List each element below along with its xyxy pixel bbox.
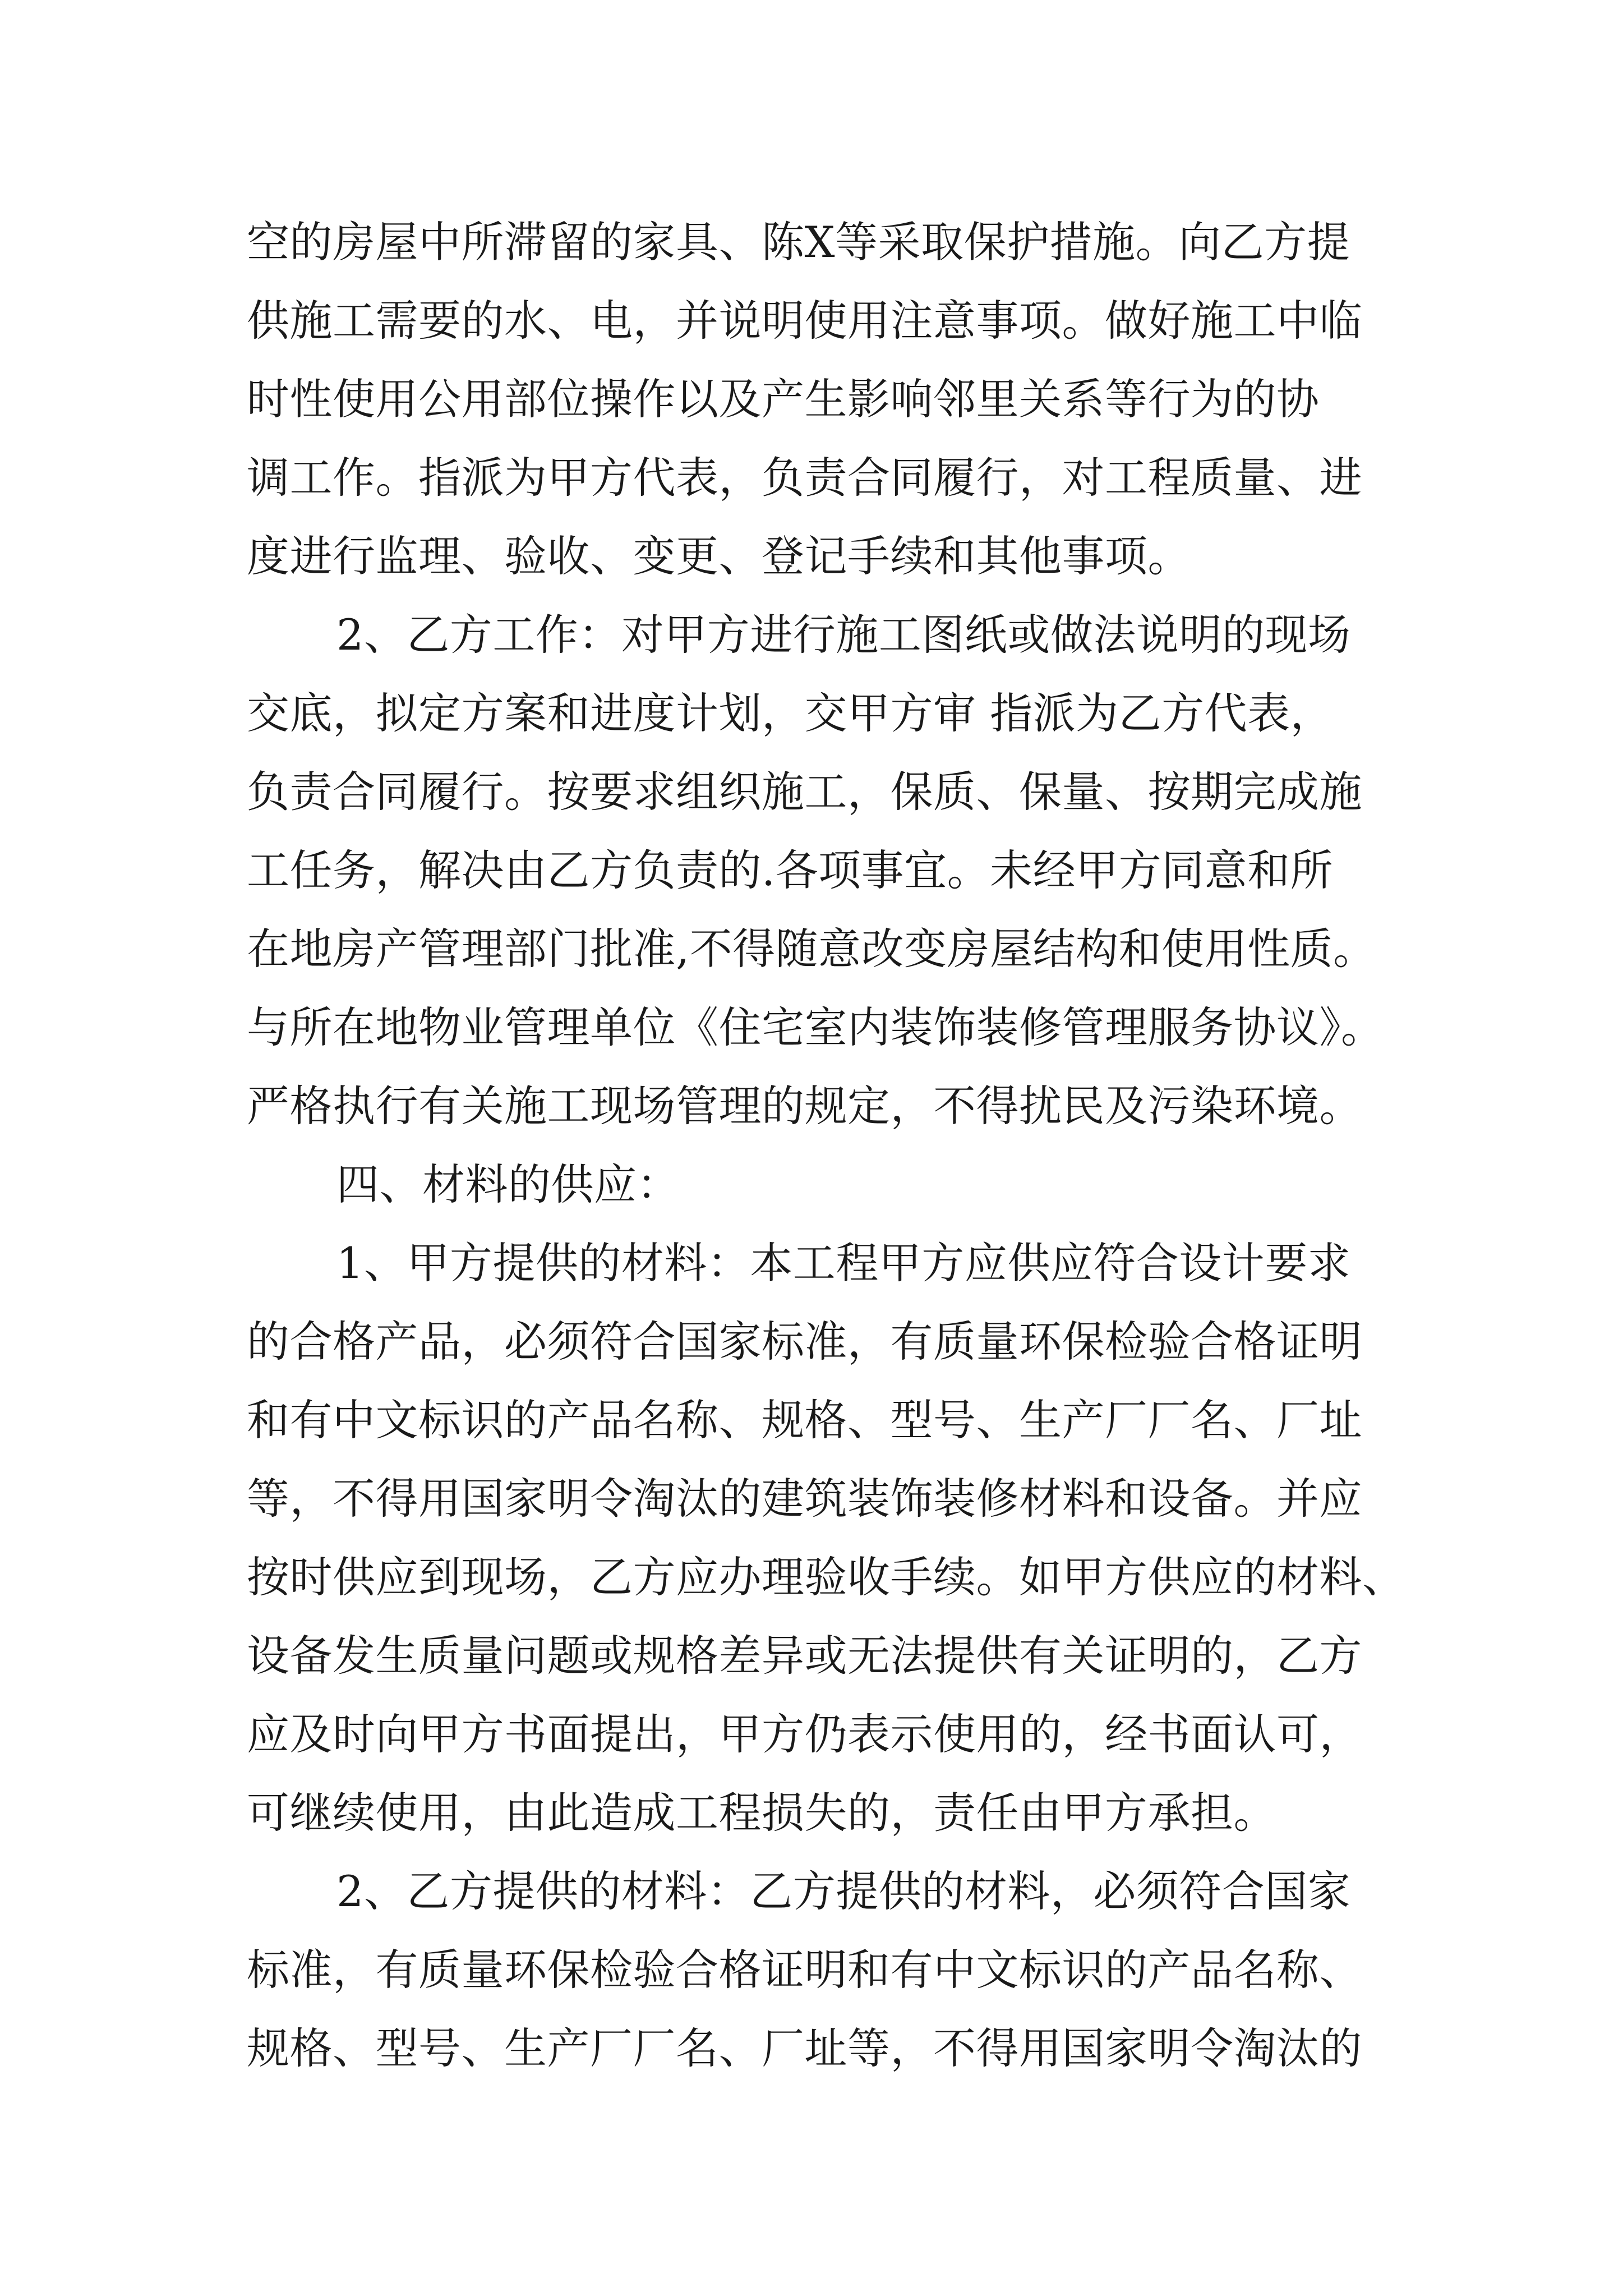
text-line: 与所在地物业管理单位《住宅室内装饰装修管理服务协议》。 [247,1002,1384,1052]
text-line: 的合格产品，必须符合国家标准，有质量环保检验合格证明 [247,1317,1362,1366]
text-line: 等，不得用国家明令淘汰的建筑装饰装修材料和设备。并应 [247,1474,1362,1524]
text-line: 空的房屋中所滞留的家具、陈X等采取保护措施。向乙方提 [247,217,1350,267]
paragraph-start-line: 2、乙方工作：对甲方进行施工图纸或做法说明的现场 [336,610,1351,660]
text-line: 时性使用公用部位操作以及产生影响邻里关系等行为的协 [247,374,1320,424]
text-line: 负责合同履行。按要求组织施工，保质、保量、按期完成施 [247,767,1362,817]
text-line: 供施工需要的水、电，并说明使用注意事项。做好施工中临 [247,296,1362,346]
text-line: 调工作。指派为甲方代表，负责合同履行，对工程质量、进 [247,453,1362,503]
text-line: 交底，拟定方案和进度计划，交甲方审 指派为乙方代表， [247,688,1334,738]
text-line: 严格执行有关施工现场管理的规定，不得扰民及污染环境。 [247,1081,1362,1131]
text-line: 度进行监理、验收、变更、登记手续和其他事项。 [247,531,1191,581]
section-heading: 四、材料的供应： [336,1159,680,1209]
text-line: 工任务，解决由乙方负责的.各项事宜。未经甲方同意和所 [247,845,1334,895]
paragraph-start-line: 2、乙方提供的材料：乙方提供的材料，必须符合国家 [336,1866,1351,1916]
text-line: 在地房产管理部门批准,不得随意改变房屋结构和使用性质。 [247,924,1376,974]
text-line: 标准，有质量环保检验合格证明和有中文标识的产品名称、 [247,1945,1362,1995]
text-line: 按时供应到现场，乙方应办理验收手续。如甲方供应的材料、 [247,1552,1405,1602]
paragraph-start-line: 1、甲方提供的材料：本工程甲方应供应符合设计要求 [336,1238,1351,1288]
text-line: 和有中文标识的产品名称、规格、型号、生产厂厂名、厂址 [247,1395,1362,1445]
text-line: 可继续使用，由此造成工程损失的，责任由甲方承担。 [247,1788,1276,1838]
document-body [247,203,1405,2088]
text-line: 应及时向甲方书面提出，甲方仍表示使用的，经书面认可， [247,1709,1362,1759]
text-line: 规格、型号、生产厂厂名、厂址等，不得用国家明令淘汰的 [247,2023,1362,2073]
text-line: 设备发生质量问题或规格差异或无法提供有关证明的，乙方 [247,1631,1362,1681]
